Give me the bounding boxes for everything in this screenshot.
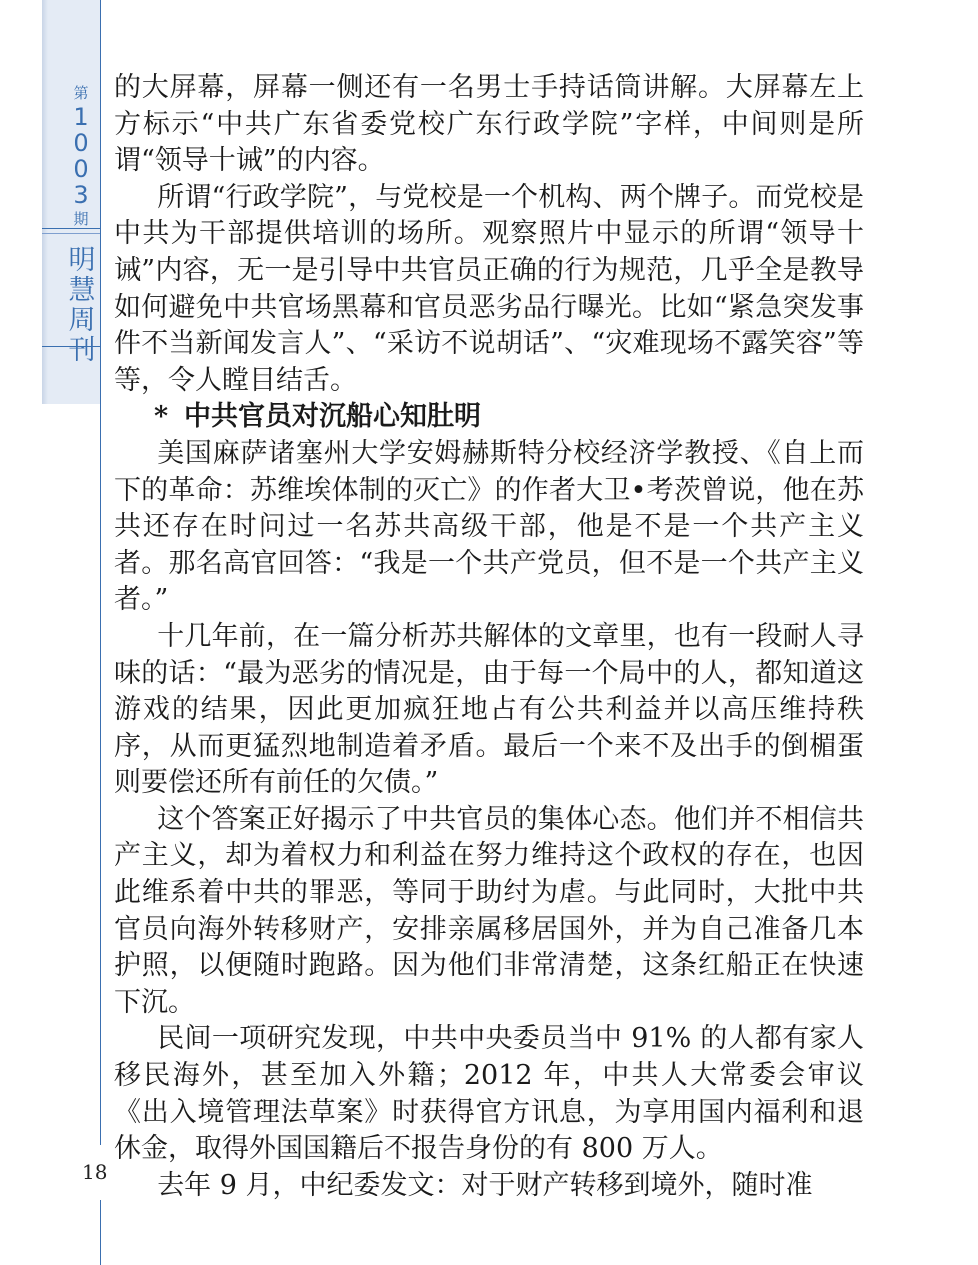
paragraph: 美国麻萨诸塞州大学安姆赫斯特分校经济学教授、《自上而下的革命：苏维埃体制的灭亡》的作者大卫•考茨曾说，他在苏共还存在时问过一名苏共高级干部，他是不是一个共产主义者。那名高官回答：“我是一个共产党员，但不是一个共产主义者。”	[114, 437, 864, 616]
magazine-title	[62, 246, 102, 366]
sidebar-divider	[42, 346, 100, 347]
paragraph: 民间一项研究发现，中共中央委员当中 91% 的人都有家人移民海外，甚至加入外籍；2012 年，中共人大常委会审议《出入境管理法草案》时获得官方讯息，为享用国内福利和退休金，取得外国国籍后不报告身份的有 800 万人。	[114, 1023, 864, 1165]
issue-digit: 0	[73, 129, 89, 157]
sidebar-tab-shadow	[42, 0, 48, 404]
paragraph: 所谓“行政学院”，与党校是一个机构、两个牌子。而党校是中共为干部提供培训的场所。观察照片中显示的所谓“领导十诫”内容，无一是引导中共官员正确的行为规范，几乎全是教导如何避免中共官场黑幕和官员恶劣品行曝光。比如“紧急突发事件不当新闻发言人”、“采访不说胡话”、“灾难现场不露笑容”等等，令人瞠目结舌。	[114, 181, 864, 396]
magazine-title-char: 慧	[68, 275, 96, 306]
sidebar-divider	[42, 233, 100, 234]
issue-digit: 0	[73, 155, 89, 183]
article-body	[114, 70, 864, 1204]
issue-suffix: 期	[73, 210, 89, 228]
section-heading-text: 中共官员对沉船心知肚明	[184, 401, 481, 433]
paragraph: 这个答案正好揭示了中共官员的集体心态。他们并不相信共产主义，却为着权力和利益在努力维持这个政权的存在，也因此维系着中共的罪恶，等同于助纣为虐。与此同时，大批中共官员向海外转移财产，安排亲属移居国外，并为自己准备几本护照，以便随时跑路。因为他们非常清楚，这条红船正在快速下沉。	[114, 803, 864, 1018]
paragraph: 十几年前，在一篇分析苏共解体的文章里，也有一段耐人寻味的话：“最为恶劣的情况是，由于每一个局中的人，都知道这游戏的结果，因此更加疯狂地占有公共利益并以高压维持秩序，从而更猛烈地制造着矛盾。最后一个来不及出手的倒楣蛋则要偿还所有前任的欠债。”	[114, 620, 864, 799]
issue-digit: 3	[73, 181, 89, 209]
issue-digit: 1	[73, 103, 89, 131]
issue-number	[58, 82, 104, 230]
issue-prefix: 第	[73, 84, 89, 102]
asterisk-marker: *	[154, 401, 169, 433]
margin-rule	[100, 1200, 101, 1265]
paragraph: 去年 9 月，中纪委发文：对于财产转移到境外，随时准	[157, 1169, 813, 1201]
section-heading	[114, 399, 864, 436]
magazine-title-char: 刊	[68, 335, 96, 366]
margin-rule	[100, 0, 101, 1145]
paragraph: 的大屏幕，屏幕一侧还有一名男士手持话筒讲解。大屏幕左上方标示“中共广东省委党校广东行政学院”字样，中间则是所谓“领导十诫”的内容。	[114, 72, 864, 177]
magazine-title-char: 明	[68, 245, 96, 276]
magazine-title-char: 周	[68, 305, 96, 336]
sidebar-divider	[42, 228, 100, 229]
page-number: 18	[82, 1160, 108, 1184]
